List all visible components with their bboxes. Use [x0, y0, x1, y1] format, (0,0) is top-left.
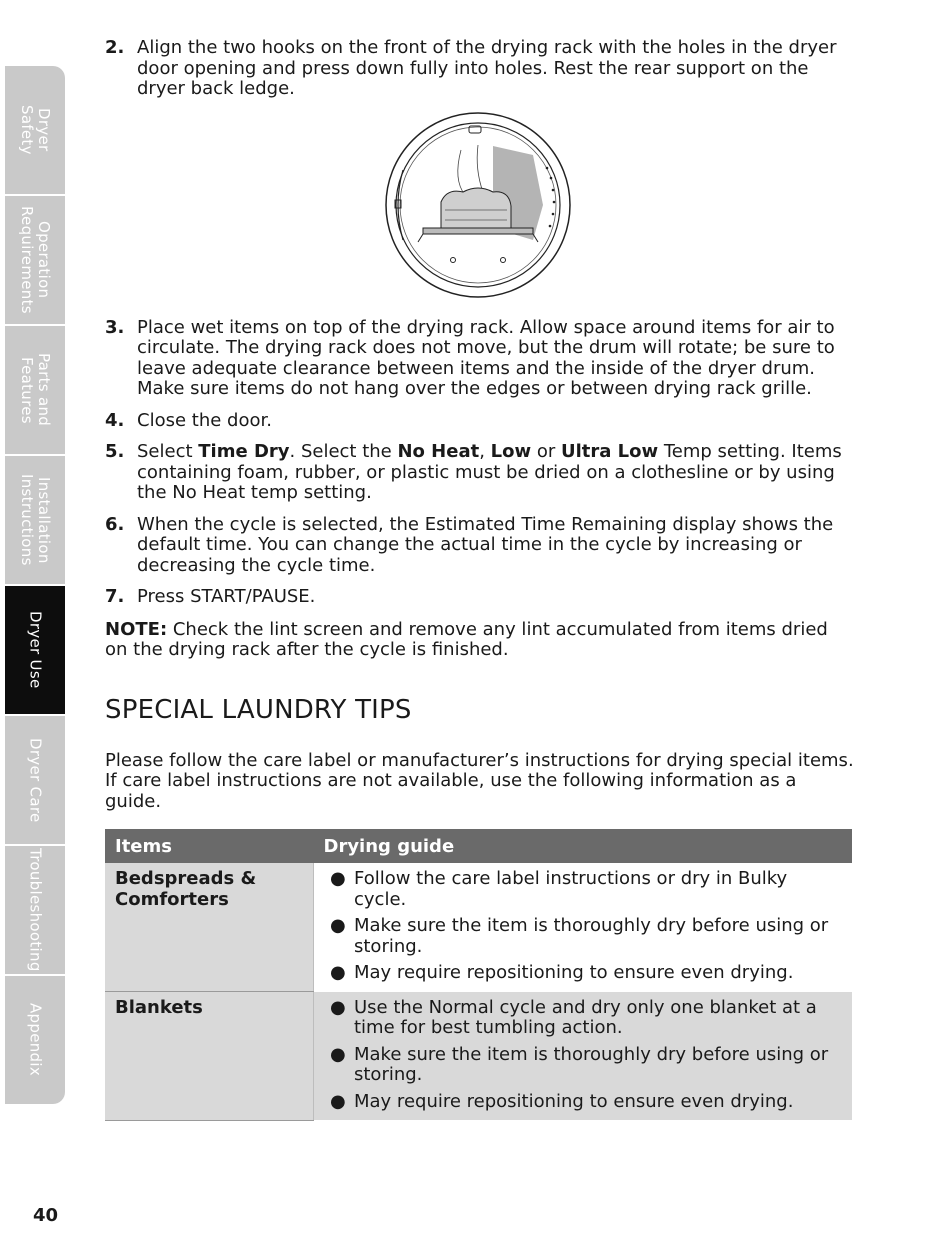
note-paragraph — [105, 620, 855, 661]
side-tab-label: Parts and Features — [18, 353, 53, 427]
drying-guide-table — [105, 829, 852, 1121]
side-tab-parts-and-features[interactable] — [5, 326, 65, 454]
step-7 — [105, 587, 855, 608]
side-tab-dryer-safety[interactable] — [5, 66, 65, 194]
side-tab-label: Installation Instructions — [18, 474, 53, 566]
step-number: 2. — [105, 37, 125, 58]
guide-bullet: ● Use the Normal cycle and dry only one blanket at a time for best tumbling action. — [324, 998, 842, 1039]
guide-bullet: ● May require repositioning to ensure even drying. — [324, 1092, 842, 1113]
bullet-icon: ● — [330, 915, 346, 936]
dryer-rack-illustration — [105, 110, 855, 310]
table-header-row — [105, 829, 852, 863]
side-tab-dryer-use[interactable] — [5, 586, 65, 714]
item-name: Bedspreads & Comforters — [105, 863, 314, 992]
step-2 — [105, 38, 855, 100]
table-row — [105, 863, 852, 992]
step-3 — [105, 318, 855, 400]
side-tab-label: Dryer Safety — [18, 105, 53, 155]
drying-guide-cell — [314, 992, 853, 1121]
step-text: When the cycle is selected, the Estimated Time Remaining display shows the default time. You can change the actual time in the cycle by increasing or decreasing the cycle time. — [137, 513, 834, 576]
step-number: 4. — [105, 409, 125, 431]
guide-bullet: ● Make sure the item is thoroughly dry before using or storing. — [324, 1045, 842, 1086]
step-text: Align the two hooks on the front of the drying rack with the holes in the dryer door opening and press down fully into holes. Rest the rear support on the dryer back ledge. — [137, 37, 837, 99]
step-5 — [105, 442, 855, 504]
drying-guide-cell — [314, 863, 853, 992]
intro-paragraph: Please follow the care label or manufacturer’s instructions for drying special items. If care label instructions are not available, use the following information as a guide. — [105, 749, 854, 812]
column-header-items: Items — [105, 829, 314, 863]
bullet-icon: ● — [330, 1090, 346, 1112]
side-tab-label: Troubleshooting — [26, 848, 45, 972]
bullet-icon: ● — [330, 868, 346, 889]
time-dry-emphasis: Time Dry — [198, 441, 290, 462]
bullet-icon: ● — [330, 1043, 346, 1065]
step-text: Place wet items on top of the drying rack. Allow space around items for air to circulate. The drying rack does not move, but the drum will rotate; be sure to leave adequate clearance between items and the inside of the dryer drum. Make sure items do not hang over the edges or between drying rack grille. — [137, 316, 835, 399]
table-row — [105, 992, 852, 1121]
step-6 — [105, 515, 855, 577]
guide-bullet: ● Follow the care label instructions or dry in Bulky cycle. — [324, 869, 842, 910]
low-emphasis: Low — [490, 441, 532, 462]
side-tab-label: Operation Requirements — [18, 206, 53, 314]
no-heat-emphasis: No Heat — [397, 441, 480, 462]
step-number: 3. — [105, 316, 125, 338]
step-text: Press START/PAUSE. — [137, 586, 316, 607]
guide-bullet: ● Make sure the item is thoroughly dry before using or storing. — [324, 916, 842, 957]
note-label: NOTE: — [105, 618, 168, 640]
bullet-icon: ● — [330, 962, 346, 983]
side-tab-appendix[interactable] — [5, 976, 65, 1104]
step-number: 7. — [105, 586, 125, 607]
step-number: 5. — [105, 441, 125, 462]
page-number: 40 — [33, 1205, 59, 1226]
dryer-drum-with-rack-icon — [383, 110, 573, 300]
guide-bullet: ● May require repositioning to ensure even drying. — [324, 963, 842, 984]
step-text: Select Time Dry. Select the No Heat, Low or Ultra Low Temp setting. Items containing foam, rubber, or plastic must be dried on a clothesline or by using the No Heat temp setting. — [137, 441, 842, 503]
step-number: 6. — [105, 513, 125, 535]
side-tab-nav — [5, 66, 65, 1106]
side-tab-installation-instructions[interactable] — [5, 456, 65, 584]
section-title: SPECIAL LAUNDRY TIPS — [105, 694, 412, 725]
side-tab-label: Dryer Care — [26, 737, 45, 823]
ultra-low-emphasis: Ultra Low — [560, 441, 659, 462]
side-tab-label: Dryer Use — [26, 611, 45, 689]
step-4 — [105, 411, 855, 432]
side-tab-dryer-care[interactable] — [5, 716, 65, 844]
column-header-drying-guide: Drying guide — [314, 829, 853, 863]
bullet-icon: ● — [330, 996, 346, 1018]
side-tab-troubleshooting[interactable] — [5, 846, 65, 974]
page-content — [105, 38, 855, 1121]
item-name: Blankets — [105, 992, 314, 1121]
note-text: Check the lint screen and remove any lint accumulated from items dried on the drying rack after the cycle is finished. — [105, 618, 828, 660]
side-tab-operation-requirements[interactable] — [5, 196, 65, 324]
step-text: Close the door. — [137, 409, 272, 431]
side-tab-label: Appendix — [26, 1003, 45, 1077]
